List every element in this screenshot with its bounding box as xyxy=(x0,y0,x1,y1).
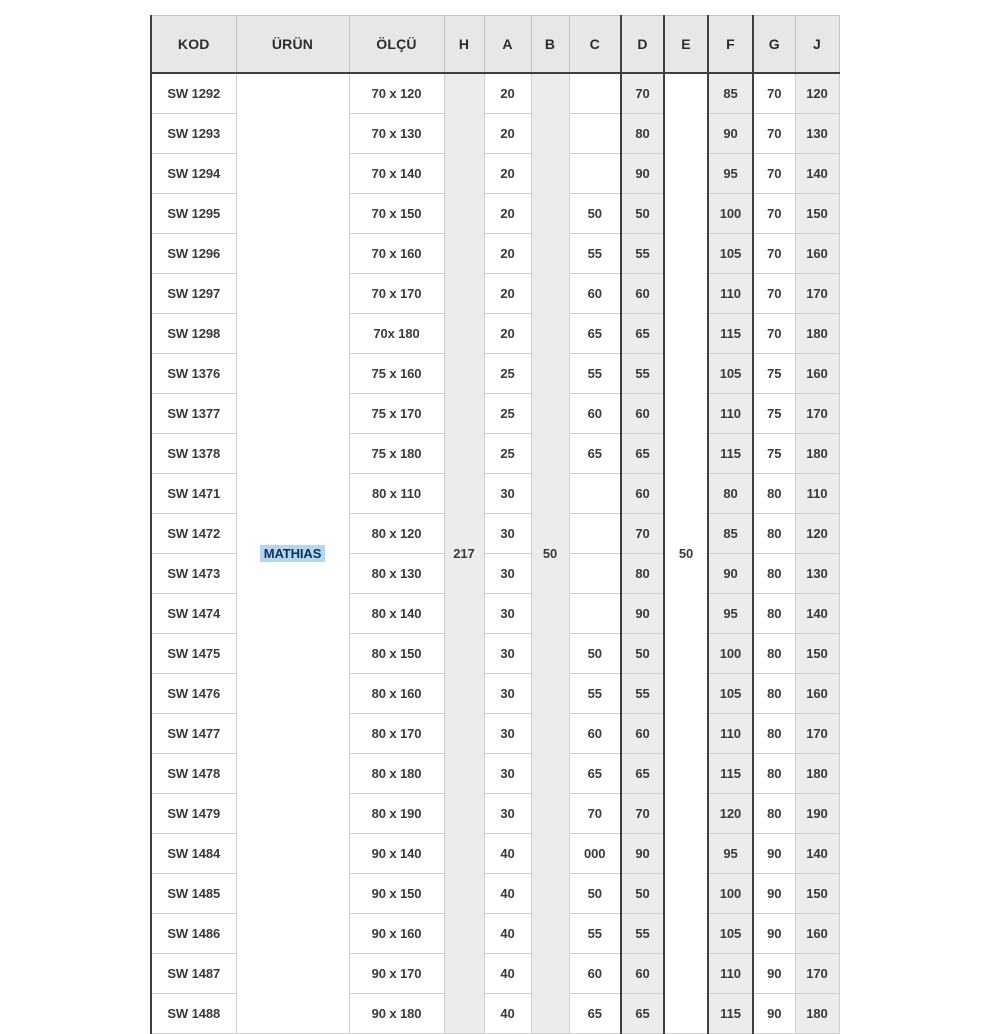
product-name: MATHIAS xyxy=(260,545,326,562)
cell-kod: SW 1294 xyxy=(151,154,236,194)
cell-g: 75 xyxy=(753,394,795,434)
cell-g: 90 xyxy=(753,834,795,874)
cell-c: 60 xyxy=(569,714,621,754)
cell-kod: SW 1484 xyxy=(151,834,236,874)
cell-c: 55 xyxy=(569,234,621,274)
cell-a: 30 xyxy=(484,714,531,754)
cell-c: 65 xyxy=(569,314,621,354)
cell-a: 20 xyxy=(484,234,531,274)
cell-j: 170 xyxy=(795,714,839,754)
cell-j: 180 xyxy=(795,434,839,474)
col-header-kod: KOD xyxy=(151,16,236,74)
cell-g: 70 xyxy=(753,274,795,314)
cell-f: 110 xyxy=(708,714,753,754)
cell-olcu: 80 x 180 xyxy=(349,754,444,794)
cell-j: 180 xyxy=(795,314,839,354)
cell-olcu: 90 x 170 xyxy=(349,954,444,994)
cell-j: 150 xyxy=(795,874,839,914)
cell-olcu: 80 x 130 xyxy=(349,554,444,594)
cell-f: 120 xyxy=(708,794,753,834)
cell-j: 150 xyxy=(795,194,839,234)
cell-kod: SW 1295 xyxy=(151,194,236,234)
cell-d: 60 xyxy=(621,394,664,434)
table-header xyxy=(151,16,839,74)
cell-kod: SW 1479 xyxy=(151,794,236,834)
cell-kod: SW 1296 xyxy=(151,234,236,274)
cell-c: 60 xyxy=(569,274,621,314)
cell-f: 90 xyxy=(708,554,753,594)
cell-kod: SW 1378 xyxy=(151,434,236,474)
cell-j: 140 xyxy=(795,154,839,194)
cell-a: 20 xyxy=(484,114,531,154)
cell-kod: SW 1477 xyxy=(151,714,236,754)
cell-f: 85 xyxy=(708,514,753,554)
cell-c: 60 xyxy=(569,394,621,434)
col-header-b: B xyxy=(531,16,569,74)
cell-j: 160 xyxy=(795,674,839,714)
cell-g: 80 xyxy=(753,794,795,834)
cell-a: 30 xyxy=(484,674,531,714)
col-header-e: E xyxy=(664,16,708,74)
cell-d: 60 xyxy=(621,274,664,314)
cell-f: 105 xyxy=(708,914,753,954)
cell-a: 30 xyxy=(484,594,531,634)
cell-f: 115 xyxy=(708,434,753,474)
col-header-c: C xyxy=(569,16,621,74)
cell-j: 170 xyxy=(795,394,839,434)
cell-olcu: 70 x 140 xyxy=(349,154,444,194)
cell-c: 65 xyxy=(569,434,621,474)
cell-f: 110 xyxy=(708,954,753,994)
cell-j: 170 xyxy=(795,954,839,994)
spec-table xyxy=(150,15,840,1034)
cell-a: 30 xyxy=(484,474,531,514)
cell-j: 130 xyxy=(795,114,839,154)
cell-d: 60 xyxy=(621,714,664,754)
cell-kod: SW 1485 xyxy=(151,874,236,914)
cell-olcu: 70 x 130 xyxy=(349,114,444,154)
cell-f: 95 xyxy=(708,594,753,634)
cell-j: 140 xyxy=(795,594,839,634)
cell-kod: SW 1478 xyxy=(151,754,236,794)
cell-a: 25 xyxy=(484,394,531,434)
cell-a: 40 xyxy=(484,834,531,874)
cell-g: 75 xyxy=(753,354,795,394)
cell-olcu: 70 x 150 xyxy=(349,194,444,234)
cell-a: 40 xyxy=(484,994,531,1034)
cell-olcu: 70 x 170 xyxy=(349,274,444,314)
cell-olcu: 80 x 110 xyxy=(349,474,444,514)
cell-a: 40 xyxy=(484,954,531,994)
cell-f: 90 xyxy=(708,114,753,154)
cell-olcu: 80 x 150 xyxy=(349,634,444,674)
cell-f: 100 xyxy=(708,874,753,914)
cell-a: 30 xyxy=(484,634,531,674)
cell-d: 65 xyxy=(621,994,664,1034)
col-header-d: D xyxy=(621,16,664,74)
cell-a: 30 xyxy=(484,794,531,834)
cell-j: 180 xyxy=(795,754,839,794)
cell-d: 80 xyxy=(621,114,664,154)
cell-d: 70 xyxy=(621,73,664,114)
cell-g: 70 xyxy=(753,154,795,194)
col-header-f: F xyxy=(708,16,753,74)
cell-olcu: 90 x 160 xyxy=(349,914,444,954)
cell-c: 55 xyxy=(569,674,621,714)
cell-kod: SW 1474 xyxy=(151,594,236,634)
cell-j: 170 xyxy=(795,274,839,314)
cell-g: 80 xyxy=(753,514,795,554)
cell-j: 190 xyxy=(795,794,839,834)
cell-f: 100 xyxy=(708,634,753,674)
header-row xyxy=(151,16,839,74)
cell-kod: SW 1293 xyxy=(151,114,236,154)
cell-olcu: 80 x 160 xyxy=(349,674,444,714)
cell-olcu: 80 x 170 xyxy=(349,714,444,754)
cell-olcu: 80 x 120 xyxy=(349,514,444,554)
cell-g: 80 xyxy=(753,674,795,714)
cell-d: 70 xyxy=(621,794,664,834)
col-header-h: H xyxy=(444,16,484,74)
cell-c: 50 xyxy=(569,874,621,914)
cell-a: 30 xyxy=(484,514,531,554)
cell-olcu: 70 x 160 xyxy=(349,234,444,274)
cell-j: 130 xyxy=(795,554,839,594)
cell-d: 65 xyxy=(621,754,664,794)
cell-h-shared: 217 xyxy=(444,73,484,1034)
cell-d: 60 xyxy=(621,474,664,514)
cell-kod: SW 1298 xyxy=(151,314,236,354)
cell-a: 25 xyxy=(484,434,531,474)
cell-a: 20 xyxy=(484,194,531,234)
cell-kod: SW 1475 xyxy=(151,634,236,674)
cell-d: 65 xyxy=(621,434,664,474)
cell-olcu: 75 x 160 xyxy=(349,354,444,394)
cell-a: 20 xyxy=(484,154,531,194)
cell-a: 40 xyxy=(484,914,531,954)
cell-f: 95 xyxy=(708,154,753,194)
cell-f: 110 xyxy=(708,394,753,434)
cell-kod: SW 1471 xyxy=(151,474,236,514)
cell-g: 80 xyxy=(753,754,795,794)
cell-f: 105 xyxy=(708,234,753,274)
cell-j: 140 xyxy=(795,834,839,874)
cell-c: 65 xyxy=(569,994,621,1034)
cell-a: 30 xyxy=(484,554,531,594)
cell-c: 000 xyxy=(569,834,621,874)
cell-c xyxy=(569,154,621,194)
cell-d: 90 xyxy=(621,834,664,874)
cell-d: 50 xyxy=(621,194,664,234)
cell-d: 90 xyxy=(621,154,664,194)
table-row xyxy=(151,73,839,114)
cell-f: 100 xyxy=(708,194,753,234)
cell-c: 55 xyxy=(569,914,621,954)
cell-d: 60 xyxy=(621,954,664,994)
col-header-a: A xyxy=(484,16,531,74)
cell-c: 50 xyxy=(569,194,621,234)
cell-g: 80 xyxy=(753,554,795,594)
cell-j: 110 xyxy=(795,474,839,514)
cell-f: 85 xyxy=(708,73,753,114)
col-header-olcu: ÖLÇÜ xyxy=(349,16,444,74)
col-header-j: J xyxy=(795,16,839,74)
cell-f: 80 xyxy=(708,474,753,514)
cell-d: 55 xyxy=(621,354,664,394)
cell-g: 80 xyxy=(753,634,795,674)
cell-kod: SW 1488 xyxy=(151,994,236,1034)
cell-kod: SW 1486 xyxy=(151,914,236,954)
table-body xyxy=(151,73,839,1034)
cell-d: 65 xyxy=(621,314,664,354)
cell-a: 20 xyxy=(484,73,531,114)
cell-d: 70 xyxy=(621,514,664,554)
cell-olcu: 90 x 150 xyxy=(349,874,444,914)
cell-c xyxy=(569,514,621,554)
cell-g: 90 xyxy=(753,914,795,954)
cell-olcu: 90 x 140 xyxy=(349,834,444,874)
cell-g: 70 xyxy=(753,114,795,154)
cell-d: 80 xyxy=(621,554,664,594)
cell-c: 65 xyxy=(569,754,621,794)
cell-a: 20 xyxy=(484,274,531,314)
cell-kod: SW 1377 xyxy=(151,394,236,434)
cell-d: 50 xyxy=(621,634,664,674)
cell-olcu: 90 x 180 xyxy=(349,994,444,1034)
cell-j: 160 xyxy=(795,234,839,274)
cell-c xyxy=(569,474,621,514)
cell-g: 70 xyxy=(753,194,795,234)
cell-e-shared: 50 xyxy=(664,73,708,1034)
cell-g: 70 xyxy=(753,73,795,114)
cell-f: 115 xyxy=(708,994,753,1034)
cell-d: 55 xyxy=(621,674,664,714)
cell-a: 40 xyxy=(484,874,531,914)
cell-c: 55 xyxy=(569,354,621,394)
cell-f: 95 xyxy=(708,834,753,874)
cell-c xyxy=(569,114,621,154)
cell-j: 180 xyxy=(795,994,839,1034)
cell-g: 70 xyxy=(753,314,795,354)
product-cell xyxy=(236,73,349,1034)
cell-kod: SW 1376 xyxy=(151,354,236,394)
cell-f: 105 xyxy=(708,354,753,394)
cell-c xyxy=(569,554,621,594)
cell-g: 80 xyxy=(753,594,795,634)
cell-c: 60 xyxy=(569,954,621,994)
col-header-urun: ÜRÜN xyxy=(236,16,349,74)
cell-a: 20 xyxy=(484,314,531,354)
cell-kod: SW 1476 xyxy=(151,674,236,714)
cell-b-shared: 50 xyxy=(531,73,569,1034)
cell-j: 150 xyxy=(795,634,839,674)
cell-olcu: 70 x 120 xyxy=(349,73,444,114)
cell-kod: SW 1292 xyxy=(151,73,236,114)
cell-f: 110 xyxy=(708,274,753,314)
cell-olcu: 80 x 140 xyxy=(349,594,444,634)
cell-a: 25 xyxy=(484,354,531,394)
cell-g: 70 xyxy=(753,234,795,274)
cell-j: 120 xyxy=(795,73,839,114)
cell-kod: SW 1487 xyxy=(151,954,236,994)
cell-kod: SW 1472 xyxy=(151,514,236,554)
cell-kod: SW 1297 xyxy=(151,274,236,314)
cell-olcu: 75 x 170 xyxy=(349,394,444,434)
cell-c: 70 xyxy=(569,794,621,834)
cell-g: 90 xyxy=(753,954,795,994)
cell-g: 90 xyxy=(753,994,795,1034)
cell-d: 55 xyxy=(621,914,664,954)
cell-d: 90 xyxy=(621,594,664,634)
cell-g: 90 xyxy=(753,874,795,914)
cell-kod: SW 1473 xyxy=(151,554,236,594)
cell-f: 115 xyxy=(708,314,753,354)
cell-d: 55 xyxy=(621,234,664,274)
spec-table-container xyxy=(150,15,840,1034)
cell-olcu: 70x 180 xyxy=(349,314,444,354)
cell-c xyxy=(569,73,621,114)
cell-g: 80 xyxy=(753,474,795,514)
cell-c: 50 xyxy=(569,634,621,674)
cell-olcu: 80 x 190 xyxy=(349,794,444,834)
col-header-g: G xyxy=(753,16,795,74)
cell-j: 120 xyxy=(795,514,839,554)
cell-f: 105 xyxy=(708,674,753,714)
cell-olcu: 75 x 180 xyxy=(349,434,444,474)
cell-g: 75 xyxy=(753,434,795,474)
cell-c xyxy=(569,594,621,634)
cell-g: 80 xyxy=(753,714,795,754)
cell-a: 30 xyxy=(484,754,531,794)
cell-f: 115 xyxy=(708,754,753,794)
cell-j: 160 xyxy=(795,354,839,394)
cell-j: 160 xyxy=(795,914,839,954)
cell-d: 50 xyxy=(621,874,664,914)
